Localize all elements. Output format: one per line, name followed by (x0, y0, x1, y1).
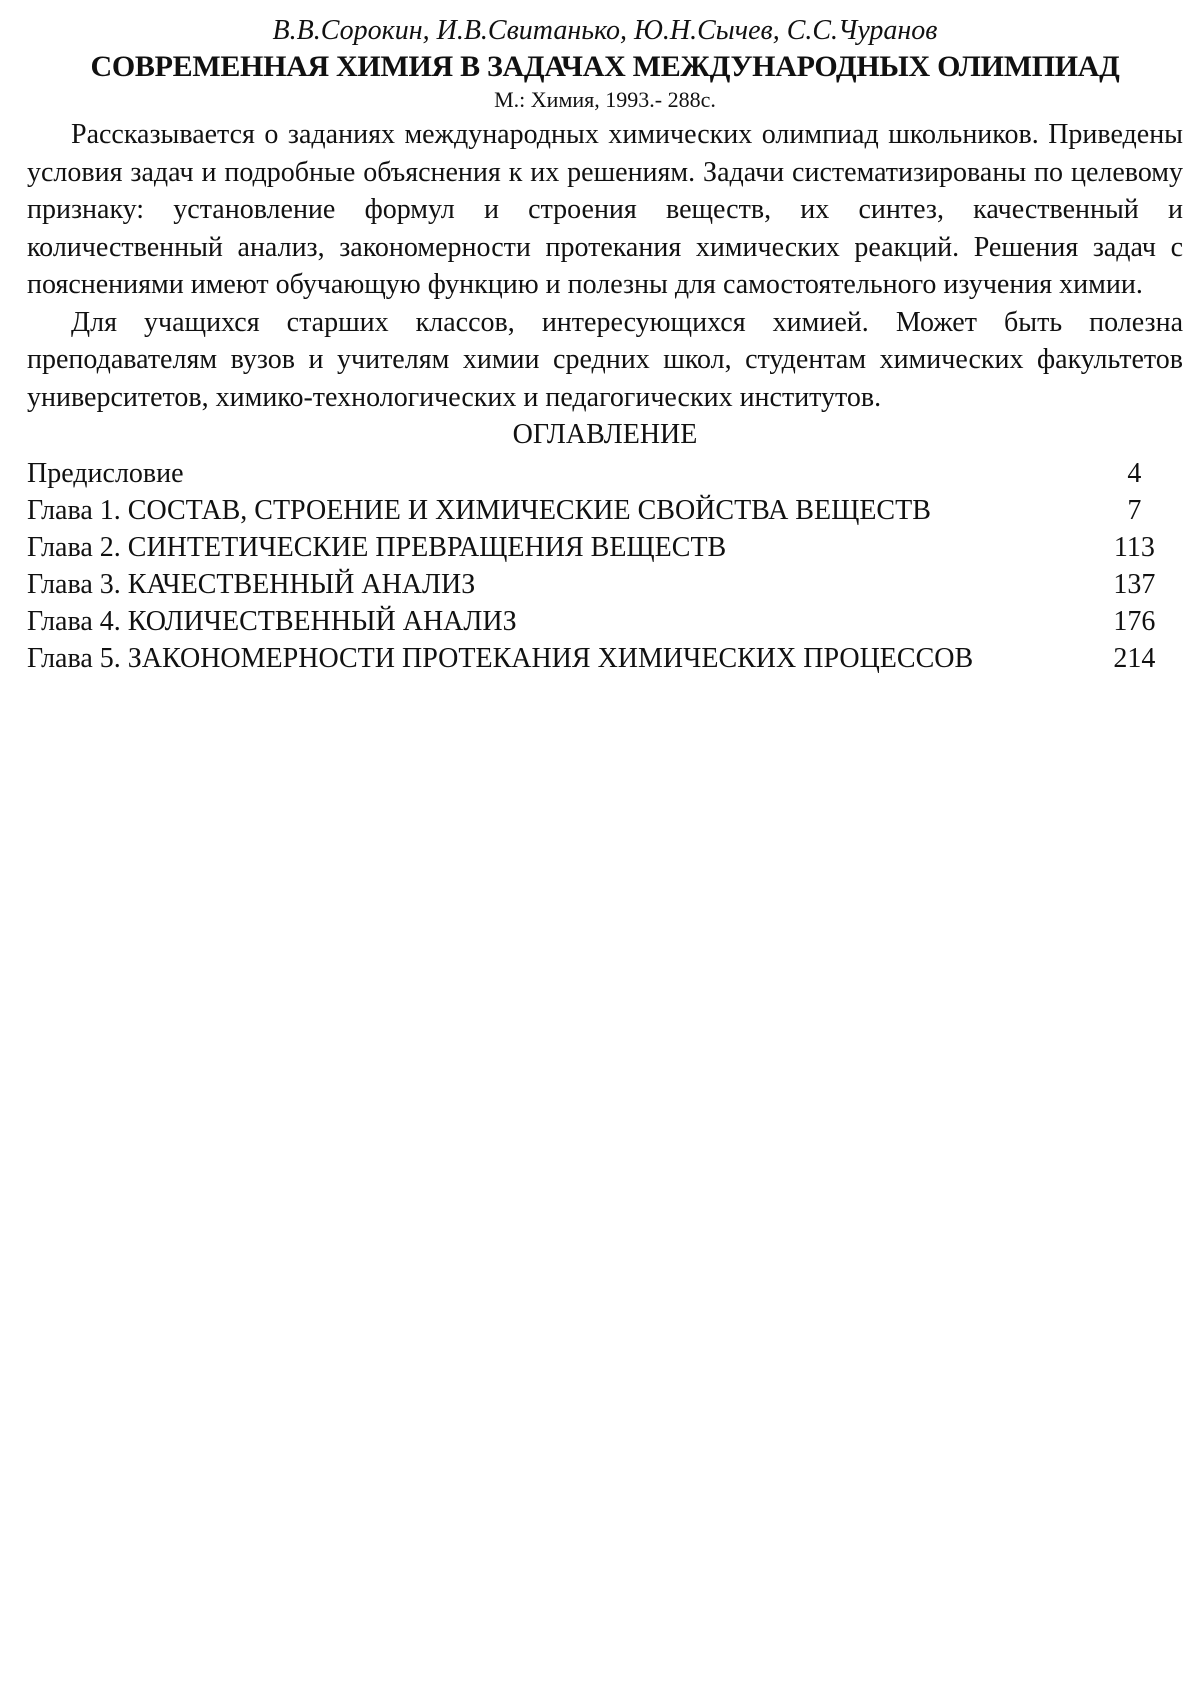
book-title: СОВРЕМЕННАЯ ХИМИЯ В ЗАДАЧАХ МЕЖДУНАРОДНЫХ ОЛИМПИАД (90, 50, 1120, 83)
toc-item-page: 137 (1113, 569, 1156, 600)
toc-item-chapter-1 (27, 492, 1183, 529)
toc-item-page: 176 (1113, 606, 1156, 637)
toc-item-page: 4 (1127, 458, 1142, 489)
toc-item-chapter-3 (27, 566, 1183, 603)
table-of-contents (27, 455, 1183, 677)
toc-item-preface (27, 455, 1183, 492)
toc-item-page: 214 (1113, 643, 1156, 674)
toc-item-chapter-4 (27, 603, 1183, 640)
publication-imprint: М.: Химия, 1993.- 288с. (494, 87, 716, 112)
toc-item-chapter-5 (27, 640, 1183, 677)
toc-item-chapter-2 (27, 529, 1183, 566)
toc-heading: ОГЛАВЛЕНИЕ (512, 419, 698, 450)
toc-item-label: Предисловие (27, 458, 184, 489)
toc-item-label: Глава 2. СИНТЕТИЧЕСКИЕ ПРЕВРАЩЕНИЯ ВЕЩЕСТВ (27, 532, 727, 563)
toc-item-label: Глава 5. ЗАКОНОМЕРНОСТИ ПРОТЕКАНИЯ ХИМИЧЕСКИХ ПРОЦЕССОВ (27, 643, 974, 674)
document-page (27, 14, 1183, 677)
toc-item-label: Глава 4. КОЛИЧЕСТВЕННЫЙ АНАЛИЗ (27, 606, 517, 637)
toc-item-page: 7 (1127, 495, 1142, 526)
toc-item-label: Глава 1. СОСТАВ, СТРОЕНИЕ И ХИМИЧЕСКИЕ СВОЙСТВА ВЕЩЕСТВ (27, 495, 931, 526)
authors-line: В.В.Сорокин, И.В.Свитанько, Ю.Н.Сычев, С.С.Чуранов (272, 15, 938, 46)
annotation-paragraph: Рассказывается о заданиях международных химических олимпиад школьников. Приведены условия задач и подробные объяснения к их решениям. Задачи систематизированы по целевому признаку: установление формул и строения веществ, их синтез, качественный и количественный анализ, закономерности протекания химических реакций. Решения задач с пояснениями имеют обучающую функцию и полезны для самостоятельного изучения химии. (27, 119, 1183, 300)
toc-item-label: Глава 3. КАЧЕСТВЕННЫЙ АНАЛИЗ (27, 569, 476, 600)
audience-paragraph: Для учащихся старших классов, интересующихся химией. Может быть полезна преподавателям вузов и учителям химии средних школ, студентам химических факультетов университетов, химико-технологических и педагогических институтов. (27, 306, 1183, 413)
toc-item-page: 113 (1113, 532, 1155, 563)
